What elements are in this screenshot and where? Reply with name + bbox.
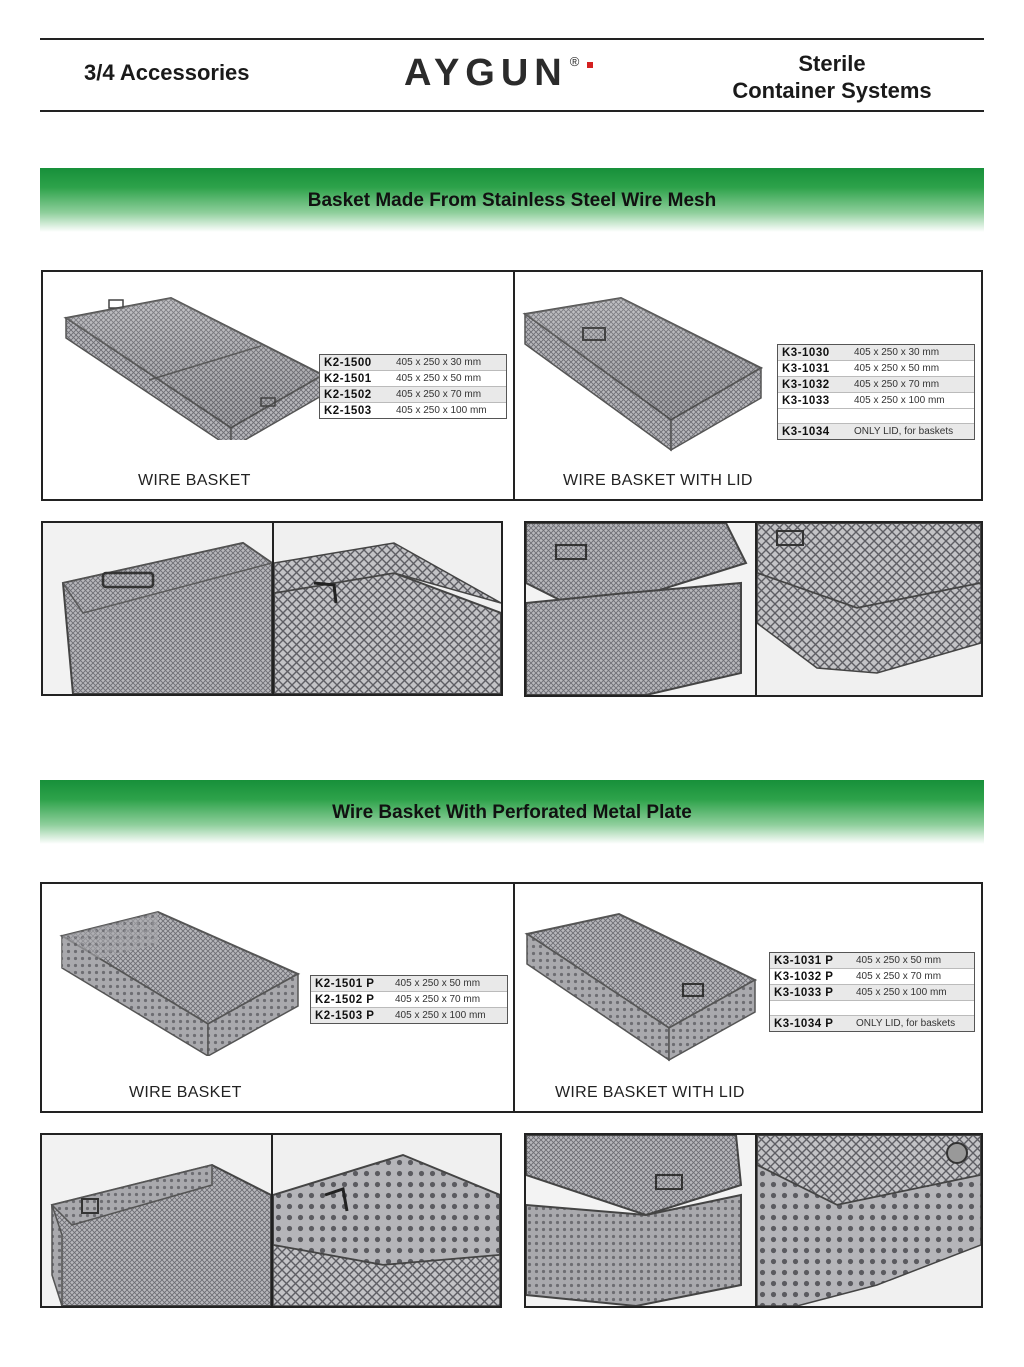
product-dimensions: 405 x 250 x 70 mm	[395, 994, 481, 1005]
section2-detail-photos-left	[40, 1133, 502, 1308]
product-code: K3-1031 P	[774, 954, 834, 967]
spec-row	[311, 976, 507, 992]
spec-spacer	[770, 1001, 974, 1016]
product-code: K2-1502	[324, 388, 372, 401]
spec-row	[311, 1008, 507, 1023]
perforated-basket-lid-corner-photo	[757, 1135, 981, 1306]
spec-row	[311, 992, 507, 1008]
product-dimensions: 405 x 250 x 70 mm	[856, 971, 942, 982]
section2-title: Wire Basket With Perforated Metal Plate	[332, 802, 692, 823]
section2-banner	[40, 780, 984, 844]
spec-row	[770, 953, 974, 969]
perforated-wire-basket-caption: WIRE BASKET	[129, 1084, 242, 1101]
perforated-wire-basket-spec-table	[310, 975, 508, 1024]
product-code: K2-1501 P	[315, 977, 375, 990]
header-title	[712, 50, 952, 104]
wire-basket-lid-caption: WIRE BASKET WITH LID	[563, 472, 753, 489]
spec-row	[778, 345, 974, 361]
product-dimensions: ONLY LID, for baskets	[854, 426, 954, 437]
product-code: K2-1501	[324, 372, 372, 385]
perforated-wire-basket-with-lid-image	[523, 908, 763, 1068]
spec-row	[778, 424, 974, 439]
spec-row	[320, 355, 506, 371]
wire-basket-corner-photo	[43, 523, 272, 694]
spec-row	[778, 361, 974, 377]
product-dimensions: ONLY LID, for baskets	[856, 1018, 956, 1029]
header-top-rule	[40, 38, 984, 40]
header-title-line2: Container Systems	[732, 78, 932, 103]
wire-basket-spec-table	[319, 354, 507, 419]
product-code: K3-1033 P	[774, 986, 834, 999]
product-code: K3-1034	[782, 425, 830, 438]
product-code: K2-1503 P	[315, 1009, 375, 1022]
wire-basket-caption: WIRE BASKET	[138, 472, 251, 489]
brand-logo-accent	[587, 62, 593, 68]
section1-title: Basket Made From Stainless Steel Wire Mesh	[307, 190, 717, 211]
product-dimensions: 405 x 250 x 100 mm	[396, 405, 487, 416]
section-label: 3/4 Accessories	[84, 60, 250, 85]
product-code: K3-1033	[782, 394, 830, 407]
product-code: K3-1034 P	[774, 1017, 834, 1030]
product-dimensions: 405 x 250 x 30 mm	[396, 357, 482, 368]
wire-basket-with-lid-image	[521, 292, 771, 462]
spec-row	[770, 969, 974, 985]
perforated-basket-lid-open-photo	[526, 1135, 755, 1306]
perforated-wire-basket-image	[58, 906, 308, 1056]
brand-name: AYGUN	[404, 52, 568, 94]
section2-wire-basket-panel	[40, 882, 515, 1113]
section1-banner	[40, 168, 984, 232]
product-dimensions: 405 x 250 x 100 mm	[856, 987, 947, 998]
spec-row	[320, 371, 506, 387]
spec-row	[320, 403, 506, 418]
perforated-wire-basket-lid-caption: WIRE BASKET WITH LID	[555, 1084, 745, 1101]
spec-row	[770, 985, 974, 1001]
spec-row	[778, 377, 974, 393]
wire-basket-lid-spec-table	[777, 344, 975, 440]
wire-basket-handle-photo	[274, 523, 501, 694]
product-code: K2-1502 P	[315, 993, 375, 1006]
registered-mark: ®	[569, 54, 580, 69]
spec-row	[770, 1016, 974, 1031]
spec-spacer	[778, 409, 974, 424]
wire-basket-image	[61, 290, 331, 440]
product-code: K3-1032 P	[774, 970, 834, 983]
section1-wire-basket-lid-panel	[513, 270, 983, 501]
product-dimensions: 405 x 250 x 70 mm	[854, 379, 940, 390]
product-code: K3-1030	[782, 346, 830, 359]
perforated-basket-handle-photo	[273, 1135, 500, 1306]
perforated-basket-corner-photo	[42, 1135, 271, 1306]
brand-logo	[404, 52, 579, 95]
product-dimensions: 405 x 250 x 50 mm	[396, 373, 482, 384]
product-code: K2-1500	[324, 356, 372, 369]
wire-basket-lid-corner-photo	[757, 523, 981, 695]
product-dimensions: 405 x 250 x 50 mm	[856, 955, 942, 966]
section1-detail-photos-left	[41, 521, 503, 696]
wire-basket-lid-open-photo	[526, 523, 755, 695]
spec-row	[320, 387, 506, 403]
product-dimensions: 405 x 250 x 70 mm	[396, 389, 482, 400]
section2-detail-photos-right	[524, 1133, 983, 1308]
product-dimensions: 405 x 250 x 100 mm	[854, 395, 945, 406]
section1-detail-photos-right	[524, 521, 983, 697]
product-code: K2-1503	[324, 404, 372, 417]
section2-wire-basket-lid-panel	[513, 882, 983, 1113]
header-title-line1: Sterile	[798, 51, 866, 76]
section1-wire-basket-panel	[41, 270, 515, 501]
product-code: K3-1031	[782, 362, 830, 375]
product-dimensions: 405 x 250 x 100 mm	[395, 1010, 486, 1021]
perforated-wire-basket-lid-spec-table	[769, 952, 975, 1032]
product-dimensions: 405 x 250 x 30 mm	[854, 347, 940, 358]
spec-row	[778, 393, 974, 409]
header-bottom-rule	[40, 110, 984, 112]
product-dimensions: 405 x 250 x 50 mm	[395, 978, 481, 989]
product-code: K3-1032	[782, 378, 830, 391]
product-dimensions: 405 x 250 x 50 mm	[854, 363, 940, 374]
